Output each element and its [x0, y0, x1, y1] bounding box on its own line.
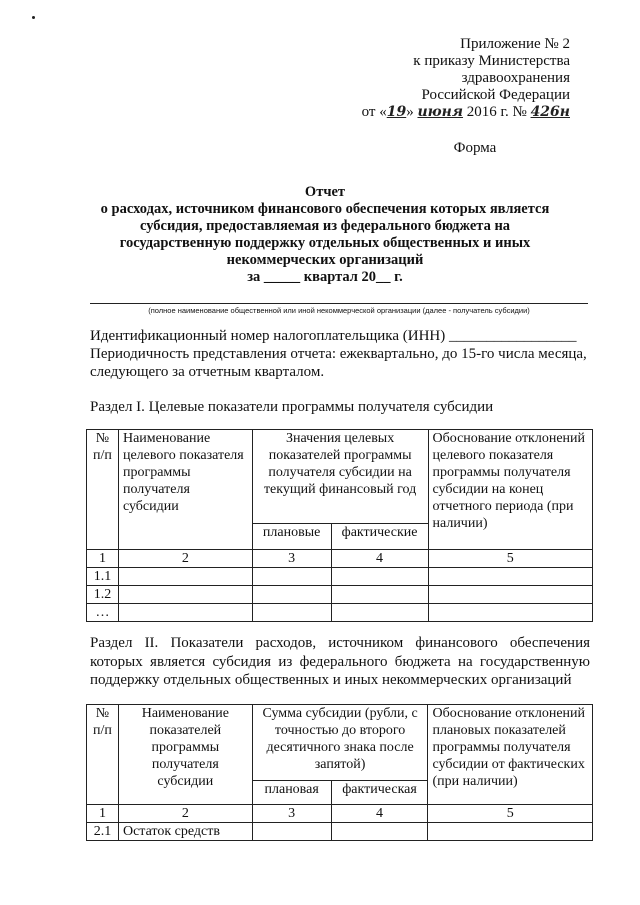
title-line-4: государственную поддержку отдельных общественных и иных	[119, 235, 531, 251]
header-values-text: Значения целевых показателей программы получателя субсидии на текущий финансовый год	[263, 431, 417, 497]
table-row	[87, 823, 593, 841]
section-1-title: Раздел I. Целевые показатели программы получателя субсидии	[90, 399, 494, 415]
header-num-text: № п/п	[93, 706, 112, 738]
date-suffix: 2016 г. №	[463, 104, 531, 120]
title-line-6: за _____ квартал 20__ г.	[247, 269, 403, 285]
col-num-4: 4	[331, 805, 428, 823]
recipient-caption: (полное наименование общественной или иной некоммерческой организации (далее - получатель субсидии)	[148, 306, 530, 315]
table-row	[87, 568, 593, 586]
row-reason	[428, 604, 593, 622]
row-planned	[252, 568, 331, 586]
col-num-2: 2	[118, 550, 252, 568]
header-sum	[252, 705, 428, 781]
row-planned	[252, 586, 331, 604]
column-number-row	[87, 805, 593, 823]
row-num: …	[87, 604, 119, 622]
header-num	[87, 430, 119, 550]
section-1-table	[86, 429, 593, 622]
col-num-2: 2	[118, 805, 252, 823]
scan-speck	[32, 16, 35, 19]
col-num-3: 3	[252, 805, 331, 823]
report-title	[90, 184, 560, 286]
appendix-line-4: Российской Федерации	[421, 87, 570, 103]
periodicity-text: Периодичность представления отчета: ежеквартально, до 15-го числа месяца, следующего за отчетным кварталом.	[90, 346, 587, 380]
row-num: 1.2	[87, 586, 119, 604]
section-2-title: Раздел II. Показатели расходов, источником финансового обеспечения которых является субсидия из федерального бюджета на государственную поддержку отдельных общественных и иных некоммерческих организаций	[90, 635, 590, 688]
row-reason	[428, 586, 593, 604]
title-line-3: субсидия, предоставляемая из федерального бюджета на	[139, 218, 511, 234]
inn-line: Идентификационный номер налогоплательщика (ИНН) _________________	[90, 328, 577, 344]
table-row	[87, 604, 593, 622]
appendix-block	[340, 36, 570, 121]
col-num-3: 3	[252, 550, 331, 568]
header-num	[87, 705, 119, 805]
header-name-text: Наименование целевого показателя программы получателя субсидии	[122, 431, 244, 514]
header-planned: плановые	[252, 524, 331, 550]
row-num: 1.1	[87, 568, 119, 586]
header-name	[118, 705, 252, 805]
section-2-table	[86, 704, 593, 841]
column-number-row	[87, 550, 593, 568]
header-actual: фактическая	[331, 781, 428, 805]
header-reason-text: Обоснование отклонений целевого показателя программы получателя субсидии на конец отчетного периода (при наличии)	[432, 431, 586, 531]
row-planned	[252, 823, 331, 841]
title-line-5: некоммерческих организаций	[226, 252, 424, 268]
appendix-line-1: Приложение № 2	[460, 36, 570, 52]
col-num-4: 4	[331, 550, 428, 568]
header-sum-text: Сумма субсидии (рубли, с точностью до второго десятичного знака после запятой)	[262, 706, 418, 772]
row-actual	[331, 586, 428, 604]
col-num-1: 1	[87, 805, 119, 823]
row-name	[118, 568, 252, 586]
header-reason	[428, 705, 593, 805]
appendix-line-3: здравоохранения	[461, 70, 570, 86]
table-row	[87, 586, 593, 604]
title-line-2: о расходах, источником финансового обеспечения которых является	[100, 201, 550, 217]
header-reason	[428, 430, 593, 550]
handwritten-order-number: 426н	[530, 104, 570, 120]
header-reason-text: Обоснование отклонений плановых показателей программы получателя субсидии от фактических (при наличии)	[432, 706, 586, 789]
row-actual	[331, 604, 428, 622]
header-name-text: Наименование показателей программы получателя субсидии	[141, 706, 229, 789]
row-reason	[428, 823, 593, 841]
row-reason	[428, 568, 593, 586]
row-planned	[252, 604, 331, 622]
form-label: Форма	[453, 140, 497, 156]
header-num-text: № п/п	[93, 431, 112, 463]
header-name	[118, 430, 252, 550]
row-actual	[331, 823, 428, 841]
row-name	[118, 604, 252, 622]
header-planned: плановая	[252, 781, 331, 805]
row-name	[118, 586, 252, 604]
handwritten-month: июня	[417, 104, 464, 120]
row-actual	[331, 568, 428, 586]
appendix-line-2: к приказу Министерства	[413, 53, 570, 69]
order-date-line	[340, 104, 570, 121]
col-num-5: 5	[428, 805, 593, 823]
col-num-1: 1	[87, 550, 119, 568]
table-header-row	[87, 705, 593, 781]
date-mid: »	[406, 104, 418, 120]
title-line-1: Отчет	[304, 184, 346, 200]
row-name: Остаток средств	[118, 823, 252, 841]
date-prefix: от «	[361, 104, 387, 120]
row-num: 2.1	[87, 823, 119, 841]
handwritten-day: 19	[386, 104, 407, 120]
header-values	[252, 430, 428, 524]
header-actual: фактические	[331, 524, 428, 550]
table-header-row	[87, 430, 593, 524]
col-num-5: 5	[428, 550, 593, 568]
recipient-name-line	[90, 303, 588, 304]
